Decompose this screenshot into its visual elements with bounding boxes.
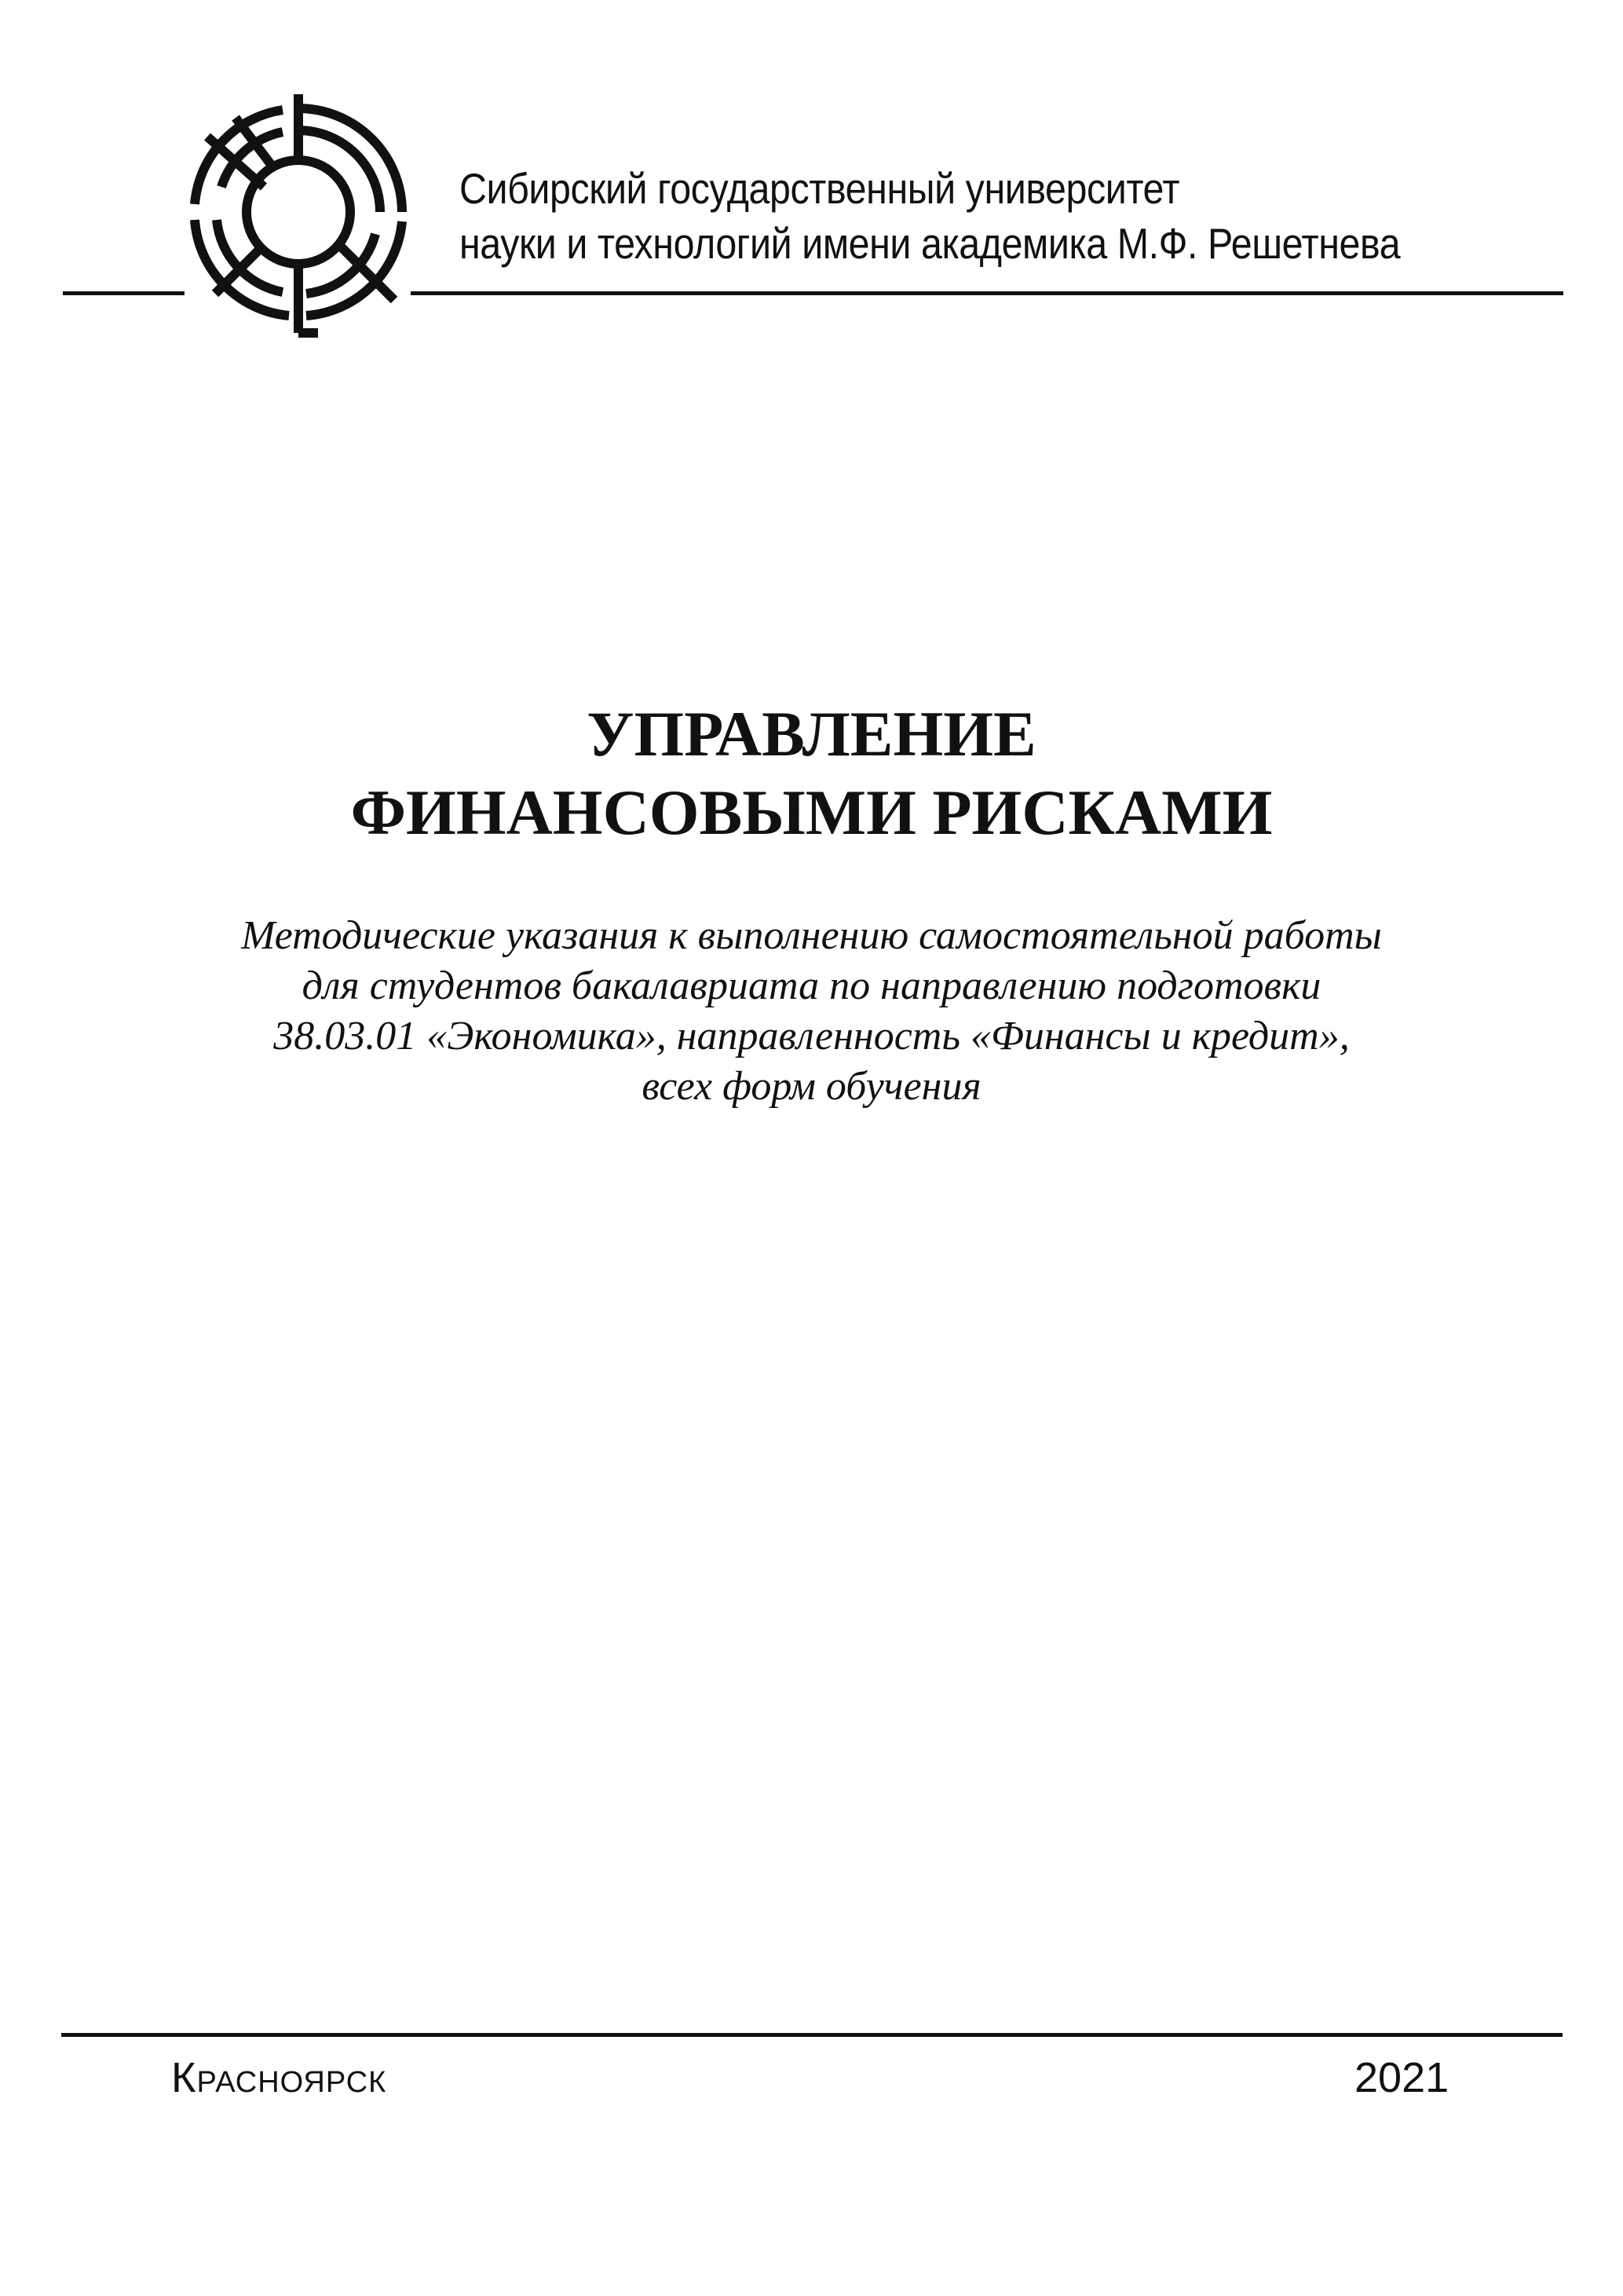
document-title-line2: ФИНАНСОВЫМИ РИСКАМИ bbox=[350, 777, 1273, 848]
document-subtitle-line3: 38.03.01 «Экономика», направленность «Финансы и кредит», bbox=[273, 1014, 1350, 1058]
footer-rule bbox=[61, 2033, 1563, 2037]
university-emblem-icon bbox=[188, 94, 408, 339]
university-name bbox=[459, 161, 1400, 271]
publication-city: Красноярск bbox=[171, 2054, 387, 2101]
university-name-line1: Сибирский государственный университет bbox=[459, 164, 1180, 213]
document-title bbox=[0, 695, 1623, 852]
university-name-line2: науки и технологий имени академика М.Ф. Решетнева bbox=[459, 219, 1401, 268]
header-rule-left bbox=[63, 291, 185, 295]
publication-year: 2021 bbox=[1354, 2054, 1449, 2101]
document-subtitle-line4: всех форм обучения bbox=[642, 1064, 981, 1109]
document-subtitle bbox=[0, 911, 1623, 1112]
document-subtitle-line2: для студентов бакалавриата по направлению подготовки bbox=[302, 963, 1321, 1008]
document-subtitle-line1: Методические указания к выполнению самостоятельной работы bbox=[241, 913, 1382, 958]
header-rule-right bbox=[411, 291, 1563, 295]
document-title-line1: УПРАВЛЕНИЕ bbox=[587, 698, 1036, 770]
